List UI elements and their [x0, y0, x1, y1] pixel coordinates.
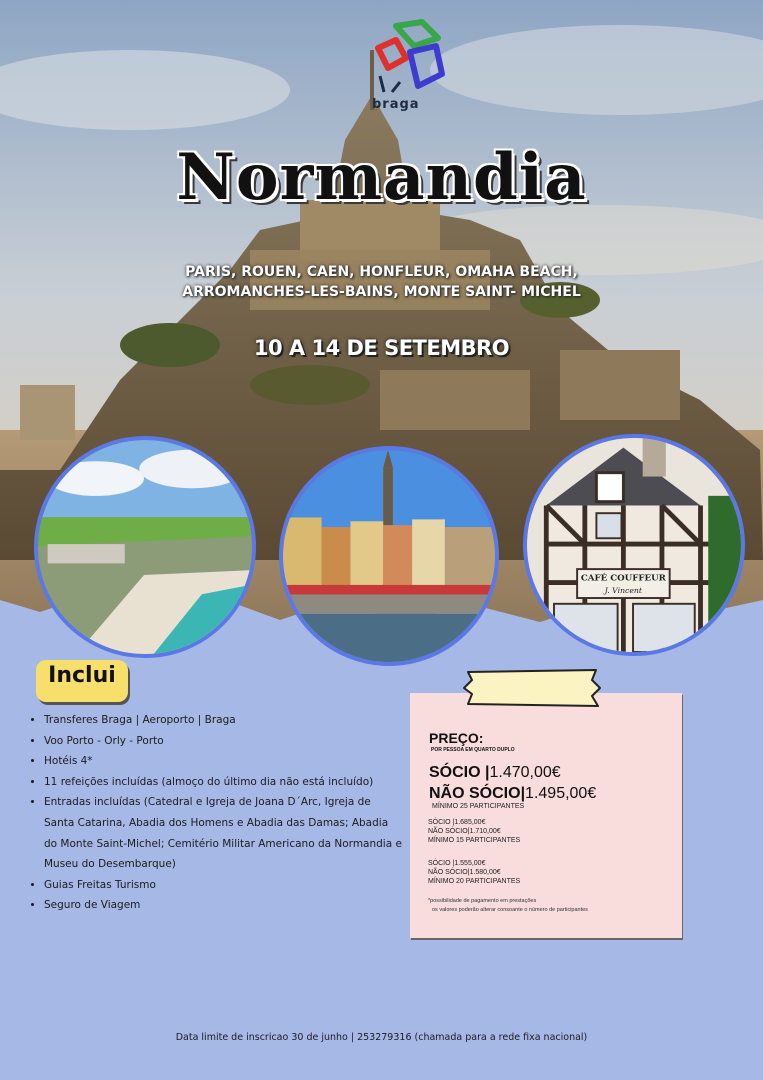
list-item: • Transferes Braga | Aeroporto | Braga	[44, 710, 404, 731]
cities-line-2: ARROMANCHES-LES-BAINS, MONTE SAINT- MICHEL	[182, 284, 581, 300]
photo-coast	[34, 436, 256, 658]
tier15-socio: SÓCIO |1.685,00€	[428, 819, 486, 826]
price-heading: PREÇO:	[429, 730, 484, 746]
cities-line-1: PARIS, ROUEN, CAEN, HONFLEUR, OMAHA BEACH,	[185, 264, 578, 280]
socio-label: SÓCIO |	[429, 764, 490, 781]
inclui-label: Inclui	[48, 663, 116, 688]
socio-price: 1.470,00€	[489, 764, 561, 781]
list-item: • Hotéis 4*	[44, 751, 404, 772]
price-subheading: POR PESSOA EM QUARTO DUPLO	[431, 747, 515, 753]
price-change-note: os valores poderão alterar consoante o número de participantes	[432, 907, 588, 913]
logo-text: braga	[372, 97, 420, 112]
photo-harbour	[279, 446, 499, 666]
nao-socio-label: NÃO SÓCIO|	[429, 785, 526, 802]
tier20-min: MÍNIMO 20 PARTICIPANTES	[428, 878, 521, 885]
page-title: Normandia	[176, 140, 587, 215]
payment-note: *possibilidade de pagamento em prestações	[428, 898, 537, 904]
list-item: • Seguro de Viagem	[44, 895, 404, 916]
price-nao-socio	[429, 785, 596, 803]
harbour-town-photo-icon	[283, 450, 495, 662]
footer-contact: Data limite de inscricao 30 de junho | 253279316 (chamada para a rede fixa nacional)	[175, 1032, 588, 1043]
price-socio	[429, 764, 561, 782]
cafe-sign-name: J. Vincent	[604, 586, 642, 596]
tier20-socio: SÓCIO |1.555,00€	[428, 860, 486, 867]
trip-dates: 10 A 14 DE SETEMBRO	[253, 336, 510, 360]
cities-list	[0, 262, 763, 302]
nao-socio-price: 1.495,00€	[525, 785, 597, 802]
cafe-sign: CAFÉ COUFFEUR	[580, 573, 666, 584]
photo-cafe	[523, 434, 745, 656]
timber-cafe-photo-icon	[527, 438, 741, 652]
tier20-nao-socio: NÃO SÓCIO|1.580,00€	[428, 869, 501, 876]
list-item: • Voo Porto - Orly - Porto	[44, 731, 404, 752]
tier15-nao-socio: NÃO SÓCIO|1.710,00€	[428, 828, 501, 835]
list-item: • Guias Freitas Turismo	[44, 875, 404, 896]
includes-list	[28, 710, 404, 916]
list-item: • 11 refeições incluídas (almoço do último dia não está incluído)	[44, 772, 404, 793]
tape-icon	[462, 668, 602, 708]
list-item: • Entradas incluídas (Catedral e Igreja de Joana D´Arc, Igreja de Santa Catarina, Abadia dos Homens e Abadia das Damas; Abadia do Monte Saint-Michel; Cemitério Militar Americano da Normandia e Museu do Desembarque)	[44, 792, 404, 874]
min-25-participants: MÍNIMO 25 PARTICIPANTES	[432, 803, 525, 810]
coast-cliffs-photo-icon	[38, 440, 252, 654]
tier15-min: MÍNIMO 15 PARTICIPANTES	[428, 837, 521, 844]
